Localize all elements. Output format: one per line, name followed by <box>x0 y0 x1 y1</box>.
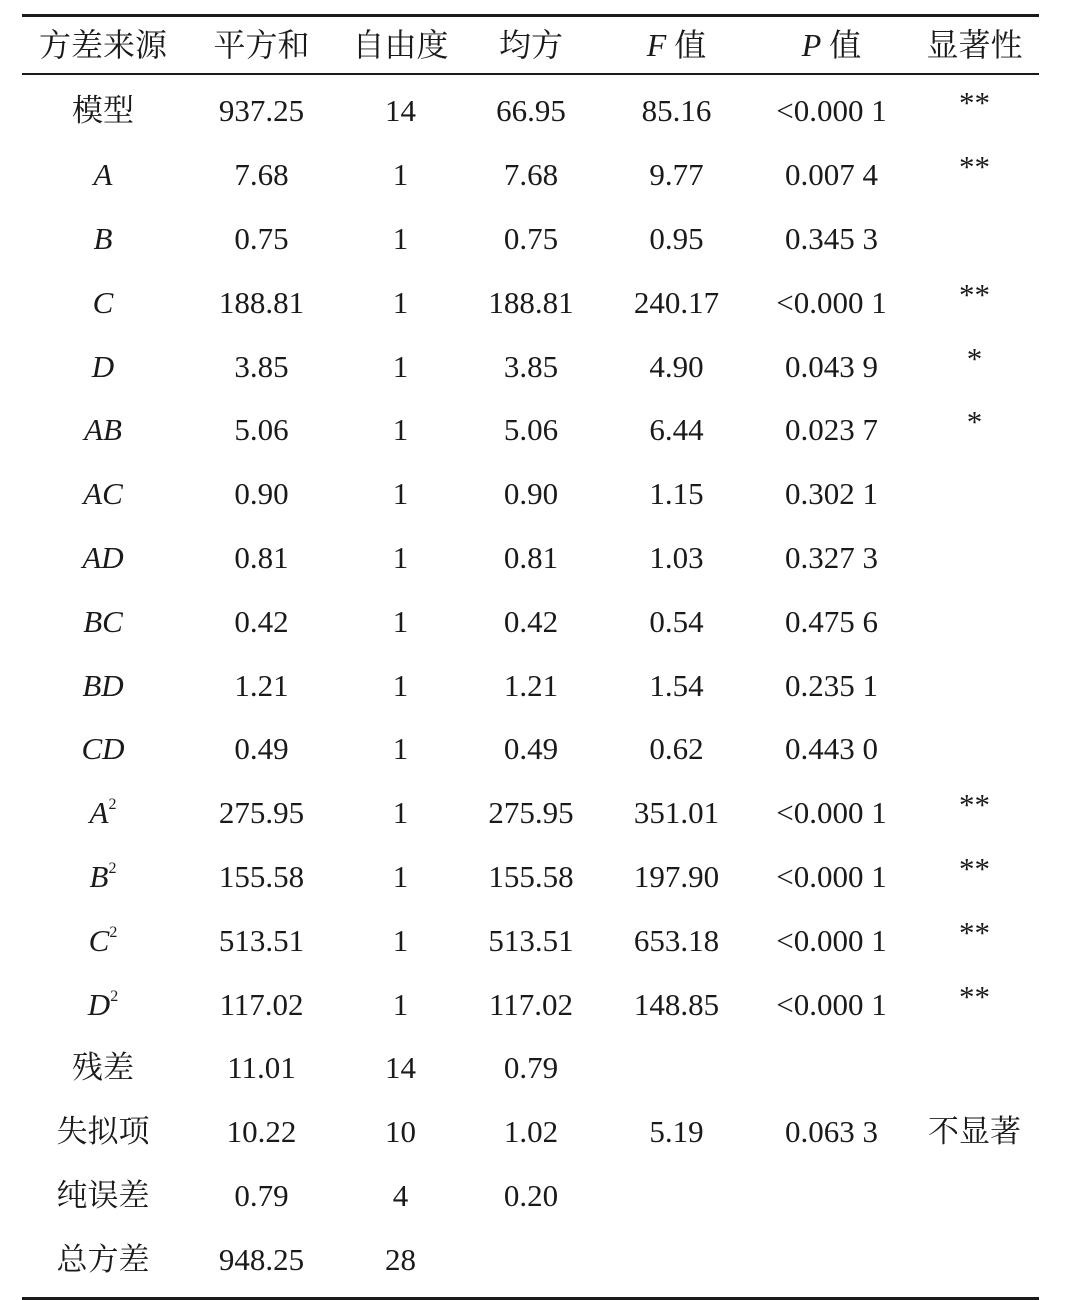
table-row <box>22 717 1039 781</box>
sum-of-squares-value: 3.85 <box>234 348 289 384</box>
source-factor: B <box>89 858 109 894</box>
mean-square-cell <box>462 539 600 575</box>
mean-square-cell <box>462 284 600 320</box>
table-row <box>22 653 1039 717</box>
significance-cell <box>910 850 1039 892</box>
mean-square-value: 275.95 <box>488 795 574 831</box>
header-f-value <box>600 29 753 61</box>
source-factor: C <box>88 922 110 958</box>
mean-square-value: 5.06 <box>503 412 559 448</box>
sum-of-squares-value: 11.01 <box>227 1050 296 1086</box>
table-row <box>22 398 1039 462</box>
df-value: 1 <box>392 922 409 958</box>
p-value-value: <0.000 1 <box>776 93 887 129</box>
header-degrees-of-freedom <box>339 29 462 61</box>
source-cell <box>22 795 184 831</box>
mean-square-cell <box>462 731 600 767</box>
table-row <box>22 462 1039 526</box>
p-value-cell <box>753 858 910 894</box>
significance-cell <box>910 85 1039 126</box>
significance-value: ** <box>959 914 990 950</box>
sum-of-squares-value: 10.22 <box>226 1114 297 1150</box>
sum-of-squares-value: 0.75 <box>234 220 289 256</box>
df-value: 1 <box>392 348 409 384</box>
table-row <box>22 334 1039 398</box>
sum-of-squares-cell <box>184 1241 339 1277</box>
significance-cell <box>910 787 1039 828</box>
significance-cell <box>910 276 1039 318</box>
df-cell <box>339 412 462 448</box>
source-cell <box>22 986 184 1022</box>
source-factor: A <box>93 157 113 193</box>
f-value-value: 1.54 <box>649 667 704 703</box>
significance-value: 不显著 <box>928 1114 1021 1150</box>
source-factor: B <box>93 220 113 256</box>
table-body <box>22 75 1039 1297</box>
source-cell <box>22 858 184 894</box>
sum-of-squares-cell <box>184 795 339 831</box>
df-value: 1 <box>392 284 409 320</box>
f-value-cell <box>600 348 753 384</box>
mean-square-cell <box>462 986 600 1022</box>
f-value-value: 85.16 <box>641 93 712 129</box>
mean-square-cell <box>462 220 600 256</box>
significance-cell <box>910 404 1039 445</box>
p-value-value: <0.000 1 <box>776 284 887 320</box>
mean-square-value: 0.75 <box>503 220 559 256</box>
p-value-cell <box>753 348 910 384</box>
mean-square-value: 188.81 <box>488 284 574 320</box>
p-value-cell <box>753 284 910 320</box>
df-value: 1 <box>392 986 409 1022</box>
mean-square-value: 1.02 <box>503 1114 559 1150</box>
sum-of-squares-cell <box>184 1177 339 1213</box>
header-label: 显著性 <box>926 27 1023 63</box>
df-cell <box>339 731 462 767</box>
mean-square-cell <box>462 476 600 512</box>
sum-of-squares-cell <box>184 1050 339 1086</box>
table-row <box>22 1227 1039 1291</box>
f-value-cell <box>600 412 753 448</box>
sum-of-squares-value: 188.81 <box>218 284 305 320</box>
mean-square-value: 0.42 <box>503 603 559 639</box>
table-row <box>22 908 1039 972</box>
significance-value: ** <box>959 850 990 886</box>
header-mean-square <box>462 29 600 61</box>
df-cell <box>339 603 462 639</box>
sum-of-squares-value: 275.95 <box>218 795 305 831</box>
header-label: 值 <box>666 27 707 63</box>
source-factor: BC <box>83 603 123 639</box>
p-value-value: 0.063 3 <box>785 1114 878 1150</box>
sum-of-squares-value: 0.79 <box>234 1177 289 1213</box>
f-value-cell <box>600 157 753 193</box>
p-value-cell <box>753 667 910 703</box>
source-factor: D <box>91 348 115 384</box>
source-cell <box>22 539 184 575</box>
source-factor: CD <box>81 731 125 767</box>
sum-of-squares-cell <box>184 603 339 639</box>
mean-square-cell <box>462 157 600 193</box>
source-factor: C <box>92 284 114 320</box>
df-cell <box>339 1177 462 1213</box>
p-value-cell <box>753 476 910 512</box>
df-value: 1 <box>392 476 409 512</box>
table-row <box>22 1164 1039 1228</box>
significance-value: * <box>966 404 983 440</box>
sum-of-squares-value: 0.90 <box>234 476 289 512</box>
p-value-cell <box>753 539 910 575</box>
df-cell <box>339 220 462 256</box>
sum-of-squares-value: 0.81 <box>234 539 289 575</box>
sum-of-squares-cell <box>184 539 339 575</box>
table-row <box>22 207 1039 271</box>
sum-of-squares-value: 155.58 <box>218 858 305 894</box>
p-value-value: 0.235 1 <box>785 667 878 703</box>
p-value-cell <box>753 986 910 1022</box>
mean-square-value: 1.21 <box>503 667 559 703</box>
table-row <box>22 79 1039 143</box>
source-cell <box>22 220 184 256</box>
header-source <box>22 29 184 61</box>
header-label: 均方 <box>498 27 563 63</box>
significance-value: ** <box>959 85 990 121</box>
sum-of-squares-cell <box>184 922 339 958</box>
source-label: 失拟项 <box>56 1114 150 1150</box>
df-value: 1 <box>392 539 409 575</box>
table-row <box>22 1100 1039 1164</box>
df-cell <box>339 476 462 512</box>
significance-cell <box>910 1114 1039 1150</box>
table-row <box>22 526 1039 590</box>
mean-square-value: 0.81 <box>503 539 559 575</box>
mean-square-cell <box>462 603 600 639</box>
p-value-cell <box>753 731 910 767</box>
table-row <box>22 781 1039 845</box>
df-value: 14 <box>385 1050 416 1086</box>
df-cell <box>339 1114 462 1150</box>
source-cell <box>22 476 184 512</box>
f-value-cell <box>600 731 753 767</box>
mean-square-value: 117.02 <box>488 986 574 1022</box>
sum-of-squares-value: 0.49 <box>234 731 289 767</box>
mean-square-value: 513.51 <box>488 922 574 958</box>
significance-value: ** <box>959 149 990 185</box>
mean-square-cell <box>462 1177 600 1213</box>
df-value: 1 <box>392 858 409 894</box>
significance-value: * <box>966 340 983 376</box>
df-cell <box>339 667 462 703</box>
df-value: 14 <box>385 93 416 129</box>
source-exponent: 2 <box>108 796 117 814</box>
header-variable: P <box>801 27 822 63</box>
table-row <box>22 143 1039 207</box>
f-value-cell <box>600 476 753 512</box>
header-label: 自由度 <box>352 27 449 63</box>
f-value-cell <box>600 284 753 320</box>
source-cell <box>22 93 184 129</box>
table-row <box>22 1036 1039 1100</box>
df-value: 10 <box>385 1114 416 1150</box>
source-factor: BD <box>82 667 124 703</box>
f-value-cell <box>600 220 753 256</box>
mean-square-cell <box>462 348 600 384</box>
sum-of-squares-value: 117.02 <box>219 986 304 1022</box>
p-value-value: 0.345 3 <box>785 220 878 256</box>
df-value: 28 <box>385 1241 416 1277</box>
source-exponent: 2 <box>108 859 117 877</box>
significance-cell <box>910 914 1039 956</box>
source-cell <box>22 1050 184 1086</box>
header-row <box>22 17 1039 73</box>
p-value-value: 0.023 7 <box>785 412 878 448</box>
sum-of-squares-cell <box>184 731 339 767</box>
p-value-cell <box>753 603 910 639</box>
significance-cell <box>910 340 1039 382</box>
f-value-value: 1.15 <box>649 476 704 512</box>
mean-square-cell <box>462 667 600 703</box>
mean-square-value: 0.90 <box>503 476 559 512</box>
df-cell <box>339 348 462 384</box>
mean-square-value: 0.49 <box>503 731 559 767</box>
f-value-value: 5.19 <box>649 1114 704 1150</box>
mean-square-cell <box>462 1050 600 1086</box>
f-value-value: 653.18 <box>633 922 720 958</box>
f-value-value: 0.62 <box>649 731 704 767</box>
source-cell <box>22 157 184 193</box>
sum-of-squares-cell <box>184 284 339 320</box>
f-value-value: 1.03 <box>649 539 704 575</box>
f-value-cell <box>600 986 753 1022</box>
source-cell <box>22 603 184 639</box>
df-value: 1 <box>392 603 409 639</box>
mean-square-cell <box>462 795 600 831</box>
p-value-value: <0.000 1 <box>776 922 887 958</box>
df-cell <box>339 922 462 958</box>
f-value-value: 9.77 <box>649 157 704 193</box>
sum-of-squares-value: 0.42 <box>234 603 289 639</box>
sum-of-squares-cell <box>184 220 339 256</box>
source-factor: AC <box>83 476 123 512</box>
mean-square-value: 66.95 <box>496 93 566 129</box>
f-value-cell <box>600 603 753 639</box>
df-cell <box>339 986 462 1022</box>
f-value-value: 4.90 <box>649 348 704 384</box>
table-row <box>22 845 1039 909</box>
mean-square-value: 3.85 <box>503 348 559 384</box>
significance-cell <box>910 978 1039 1020</box>
df-value: 1 <box>392 667 409 703</box>
df-value: 1 <box>392 412 409 448</box>
sum-of-squares-cell <box>184 93 339 129</box>
sum-of-squares-value: 7.68 <box>234 157 289 193</box>
df-cell <box>339 157 462 193</box>
header-label: 方差来源 <box>38 27 167 63</box>
p-value-value: 0.327 3 <box>785 539 878 575</box>
sum-of-squares-value: 5.06 <box>234 412 289 448</box>
mean-square-value: 7.68 <box>503 157 559 193</box>
source-cell <box>22 412 184 448</box>
df-value: 1 <box>392 731 409 767</box>
f-value-cell <box>600 539 753 575</box>
table-row <box>22 589 1039 653</box>
table-row <box>22 270 1039 334</box>
f-value-value: 240.17 <box>633 284 720 320</box>
sum-of-squares-cell <box>184 348 339 384</box>
significance-value: ** <box>959 787 990 823</box>
source-label: 纯误差 <box>56 1177 150 1213</box>
p-value-cell <box>753 93 910 129</box>
p-value-cell <box>753 412 910 448</box>
source-factor: D <box>87 986 111 1022</box>
header-label: 平方和 <box>213 27 310 63</box>
sum-of-squares-cell <box>184 476 339 512</box>
source-cell <box>22 1241 184 1277</box>
source-label: 残差 <box>72 1050 134 1086</box>
table-row <box>22 972 1039 1036</box>
df-cell <box>339 795 462 831</box>
source-cell <box>22 348 184 384</box>
anova-table <box>22 14 1039 1300</box>
p-value-value: <0.000 1 <box>776 986 887 1022</box>
p-value-cell <box>753 220 910 256</box>
df-value: 1 <box>392 220 409 256</box>
df-cell <box>339 284 462 320</box>
f-value-value: 6.44 <box>649 412 704 448</box>
source-exponent: 2 <box>110 987 119 1005</box>
sum-of-squares-cell <box>184 858 339 894</box>
sum-of-squares-cell <box>184 157 339 193</box>
p-value-value: 0.475 6 <box>785 603 878 639</box>
f-value-cell <box>600 667 753 703</box>
source-factor: AB <box>84 412 122 448</box>
header-variable: F <box>646 27 667 63</box>
source-cell <box>22 667 184 703</box>
p-value-value: 0.443 0 <box>785 731 878 767</box>
mean-square-cell <box>462 858 600 894</box>
sum-of-squares-cell <box>184 986 339 1022</box>
f-value-value: 351.01 <box>633 795 720 831</box>
df-value: 1 <box>392 157 409 193</box>
df-cell <box>339 1241 462 1277</box>
source-cell <box>22 1114 184 1150</box>
significance-cell <box>910 149 1039 190</box>
source-exponent: 2 <box>109 923 118 941</box>
p-value-value: 0.302 1 <box>785 476 878 512</box>
df-value: 1 <box>392 795 409 831</box>
f-value-cell <box>600 93 753 129</box>
sum-of-squares-cell <box>184 1114 339 1150</box>
source-cell <box>22 1177 184 1213</box>
header-significance <box>910 29 1039 61</box>
source-label: 模型 <box>72 93 134 129</box>
p-value-value: <0.000 1 <box>776 795 887 831</box>
p-value-value: <0.000 1 <box>776 858 887 894</box>
df-cell <box>339 93 462 129</box>
source-cell <box>22 922 184 958</box>
sum-of-squares-cell <box>184 667 339 703</box>
f-value-value: 0.54 <box>649 603 704 639</box>
p-value-value: 0.007 4 <box>785 157 878 193</box>
p-value-cell <box>753 795 910 831</box>
p-value-cell <box>753 1114 910 1150</box>
df-cell <box>339 539 462 575</box>
p-value-cell <box>753 922 910 958</box>
f-value-cell <box>600 1114 753 1150</box>
source-factor: AD <box>82 539 124 575</box>
f-value-cell <box>600 858 753 894</box>
p-value-value: 0.043 9 <box>785 348 878 384</box>
f-value-value: 197.90 <box>633 858 720 894</box>
source-cell <box>22 284 184 320</box>
source-factor: A <box>89 795 109 831</box>
header-p-value <box>753 29 910 61</box>
df-cell <box>339 1050 462 1086</box>
sum-of-squares-cell <box>184 412 339 448</box>
mean-square-value: 0.79 <box>503 1050 559 1086</box>
header-label: 值 <box>821 27 862 63</box>
significance-value: ** <box>959 276 990 312</box>
sum-of-squares-value: 937.25 <box>218 93 305 129</box>
mean-square-cell <box>462 93 600 129</box>
source-label: 总方差 <box>56 1241 150 1277</box>
df-value: 4 <box>392 1177 409 1213</box>
df-cell <box>339 858 462 894</box>
source-cell <box>22 731 184 767</box>
sum-of-squares-value: 513.51 <box>218 922 305 958</box>
f-value-value: 148.85 <box>633 986 720 1022</box>
f-value-cell <box>600 795 753 831</box>
mean-square-cell <box>462 1114 600 1150</box>
f-value-cell <box>600 922 753 958</box>
mean-square-value: 155.58 <box>488 858 574 894</box>
header-sum-of-squares <box>184 29 339 61</box>
mean-square-cell <box>462 412 600 448</box>
p-value-cell <box>753 157 910 193</box>
mean-square-cell <box>462 922 600 958</box>
f-value-value: 0.95 <box>649 220 704 256</box>
sum-of-squares-value: 948.25 <box>218 1241 305 1277</box>
mean-square-value: 0.20 <box>503 1177 559 1213</box>
sum-of-squares-value: 1.21 <box>234 667 289 703</box>
significance-value: ** <box>959 978 990 1014</box>
